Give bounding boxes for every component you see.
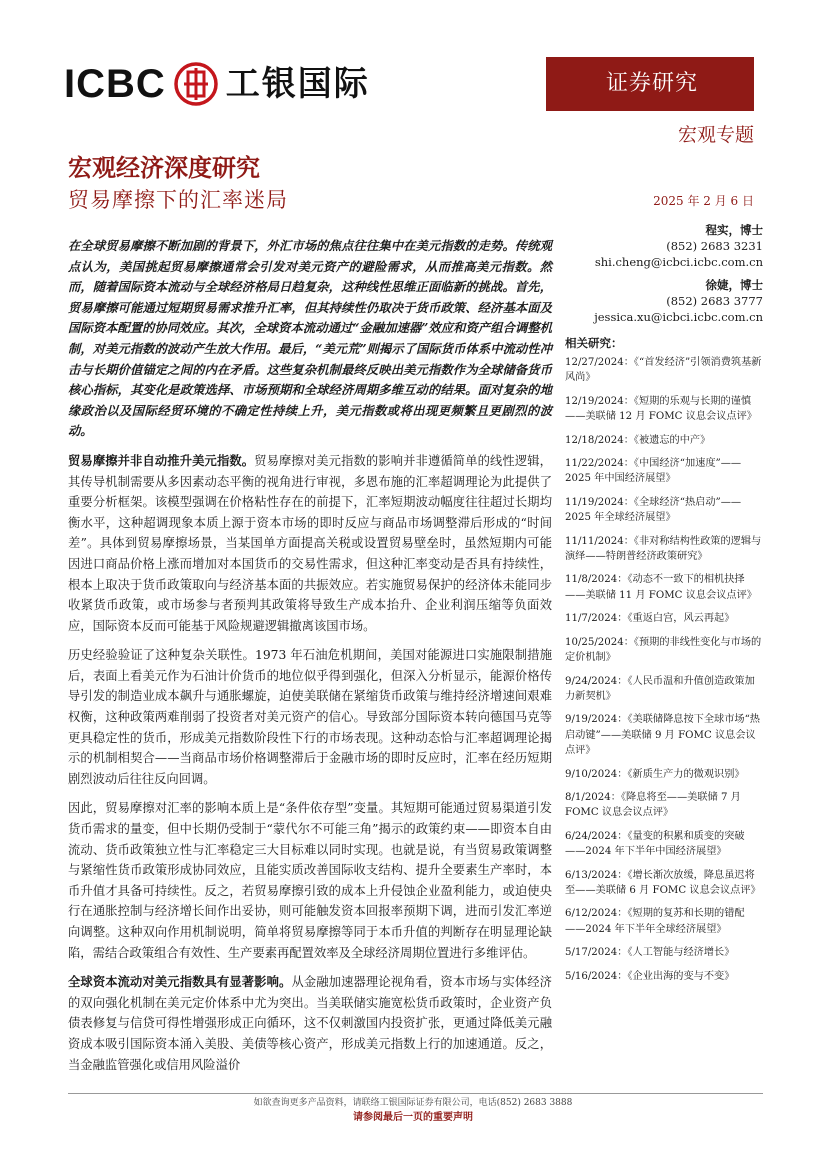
related-item[interactable]: 5/16/2024：《企业出海的变与不变》: [565, 970, 735, 982]
related-item[interactable]: 9/10/2024：《新质生产力的微观识别》: [565, 768, 745, 780]
report-date: 2025 年 2 月 6 日: [653, 194, 754, 208]
logo-chinese-name: 工银国际: [225, 64, 370, 104]
related-item[interactable]: 11/22/2024：《中国经济“加速度”——2025 年中国经济展望》: [565, 458, 742, 485]
author-phone: (852) 2683 3777: [666, 294, 763, 308]
author-block: [565, 277, 763, 325]
company-logo: [64, 62, 370, 106]
paragraph-lead: 全球资本流动对美元指数具有显著影响。: [68, 974, 292, 990]
related-item[interactable]: 12/19/2024：《短期的乐观与长期的谨慎——美联储 12 月 FOMC 议息会议点评》: [565, 395, 757, 423]
body-paragraph-2: 历史经验验证了这种复杂关联性。1973 年石油危机期间，美国对能源进口实施限制措施后，表面上看美元作为石油计价货币的地位似乎得到强化，但深入分析显示，能源价格传导引发的制造业成本飙升与通胀螺旋，迫使美联储在紧缩货币政策与维持经济增速间艰难权衡，这种政策两难削弱了投资者对美元资产的信心。导致部分国际资本转向德国马克等更具稳定性的货币，形成美元指数阶段性下行的市场表现。这种动态恰与汇率超调理论揭示的机制相契合——当商品市场价格调整滞后于金融市场的即时反应时，汇率在经历短期剧烈波动后往往反向回调。: [68, 648, 552, 786]
series-label: 证券研究: [546, 57, 754, 111]
related-research-list: [565, 355, 763, 984]
author-name: 徐婕，博士: [705, 278, 763, 292]
author-email[interactable]: jessica.xu@icbci.icbc.com.cn: [594, 310, 763, 324]
body-paragraph-3: 因此，贸易摩擦对汇率的影响本质上是“条件依存型”变量。其短期可能通过贸易渠道引发货币需求的量变，但中长期仍受制于“蒙代尔不可能三角”揭示的政策约束——即资本自由流动、货币政策独立性与汇率稳定三大目标难以同时实现。也就是说，有当贸易政策调整与紧缩性货币政策形成协同效应，且能实质改善国际收支结构、提升全要素生产率时，本币升值才具备可持续性。反之，若贸易摩擦引致的成本上升侵蚀企业盈利能力，或迫使央行在通胀控制与经济增长间作出妥协，则可能触发资本回报率预期下调，进而引发汇率逆向调整。这种双向作用机制说明，简单将贸易摩擦等同于本币升值的判断存在明显理论缺陷，需结合政策组合有效性、生产要素再配置效率及全球经济周期位置进行多维评估。: [68, 801, 552, 960]
related-item[interactable]: 9/24/2024：《人民币温和升值创造政策加力新契机》: [565, 675, 755, 702]
paragraph-text: 从金融加速器理论视角看，资本市场与实体经济的双向强化机制在美元定价体系中尤为突出。当美联储实施宽松货币政策时，企业资产负债表修复与信贷可得性增强形成正向循环，这不仅刺激国内投资扩张，更通过降低美元融资成本吸引国际资本涌入美股、美债等核心资产，形成美元指数上行的加速通道。反之，当金融监管强化或信用风险溢价: [68, 975, 552, 1072]
body-paragraph-1: [68, 451, 552, 636]
author-name: 程实，博士: [705, 223, 763, 237]
related-item[interactable]: 12/27/2024：《“首发经济”引领消费筑基新风尚》: [565, 357, 762, 384]
related-item[interactable]: 5/17/2024：《人工智能与经济增长》: [565, 947, 735, 959]
related-item[interactable]: 11/19/2024：《全球经济“热启动”——2025 年全球经济展望》: [565, 496, 742, 524]
related-item[interactable]: 11/11/2024：《非对称结构性政策的逻辑与演绎——特朗普经济政策研究》: [565, 535, 762, 563]
related-item[interactable]: 12/18/2024：《被遗忘的中产》: [565, 434, 711, 446]
report-title: 宏观经济深度研究: [68, 154, 260, 182]
abstract-paragraph: 在全球贸易摩擦不断加剧的背景下，外汇市场的焦点往往集中在美元指数的走势。传统观点认为，美国挑起贸易摩擦通常会引发对美元资产的避险需求，从而推高美元指数。然而，随着国际资本流动与全球经济格局日趋复杂，这种线性思维正面临新的挑战。首先，贸易摩擦可能通过短期贸易需求推升汇率，但其持续性仍取决于货币政策、经济基本面及国际资本配置的协同效应。其次，全球资本流动通过“金融加速器”效应和资产组合调整机制，对美元指数的波动产生放大作用。最后，“美元荒”则揭示了国际货币体系中流动性冲击与长期价值锚定之间的内在矛盾。这些复杂机制最终反映出美元指数作为全球储备货币核心指标，其变化是政策选择、市场预期和全球经济周期多维互动的结果。面对复杂的地缘政治以及国际经贸环境的不确定性持续上升，美元指数或将出现更频繁且更剧烈的波动。: [68, 238, 552, 439]
body-paragraph-4: [68, 972, 552, 1075]
author-block: [565, 222, 763, 270]
related-item[interactable]: 6/24/2024：《量变的积累和质变的突破——2024 年下半年中国经济展望》: [565, 830, 745, 858]
related-item[interactable]: 10/25/2024：《预期的非线性变化与市场的定价机制》: [565, 636, 762, 664]
author-phone: (852) 2683 3231: [666, 239, 763, 253]
related-item[interactable]: 11/8/2024：《动态不一致下的相机抉择——美联储 11 月 FOMC 议息会议点评》: [565, 574, 757, 601]
paragraph-text: 贸易摩擦对美元指数的影响并非遵循简单的线性逻辑，其传导机制需要从多因素动态平衡的视角进行审视，多恩布施的汇率超调理论为此提供了重要分析框架。该模型强调在价格粘性存在的前提下，汇率短期波动幅度往往超过长期均衡水平，这种超调现象本质上源于资本市场的即时反应与商品市场调整滞后形成的“时间差”。具体到贸易摩擦场景，当某国单方面提高关税或设置贸易壁垒时，虽然短期内可能因进口商品价格上涨而增加对本国货币的交易性需求，但这种汇率变动是否具有持续性，根本上取决于货币政策取向与经济基本面的共振效应。若实施贸易保护的经济体未能同步收紧货币政策，或市场参与者预判其政策将导致生产成本抬升、企业利润压缩等负面效应，国际资本反而可能基于风险规避逻辑撤离该国市场。: [68, 453, 552, 633]
sidebar: [565, 222, 763, 992]
related-research-title: 相关研究：: [565, 336, 623, 350]
related-item[interactable]: 6/13/2024：《增长渐次放缓，降息虽迟将至——美联储 6 月 FOMC 议息会议点评》: [565, 869, 761, 896]
footer-contact: 如欲查询更多产品资料，请联络工银国际证券有限公司，电话(852) 2683 3888: [253, 1098, 573, 1108]
main-content: [68, 236, 552, 1084]
related-item[interactable]: 8/1/2024：《降息将至——美联储 7 月 FOMC 议息会议点评》: [565, 791, 741, 819]
related-item[interactable]: 6/12/2024：《短期的复苏和长期的错配——2024 年下半年全球经济展望》: [565, 908, 745, 935]
report-subtitle: 贸易摩擦下的汇率迷局: [68, 188, 288, 212]
footer-disclaimer-note: 请参阅最后一页的重要声明: [353, 1112, 473, 1123]
related-item[interactable]: 9/19/2024：《美联储降息按下全球市场“热启动键”——美联储 9 月 FOMC 议息会议点评》: [565, 714, 760, 757]
related-item[interactable]: 11/7/2024：《重返白宫，风云再起》: [565, 613, 735, 625]
logo-text: ICBC: [64, 62, 166, 106]
topic-label: 宏观专题: [677, 124, 754, 146]
footer-divider: [68, 1093, 763, 1094]
icbc-seal-icon: [174, 62, 218, 106]
paragraph-lead: 贸易摩擦并非自动推升美元指数。: [68, 452, 255, 468]
author-email[interactable]: shi.cheng@icbci.icbc.com.cn: [594, 255, 763, 269]
